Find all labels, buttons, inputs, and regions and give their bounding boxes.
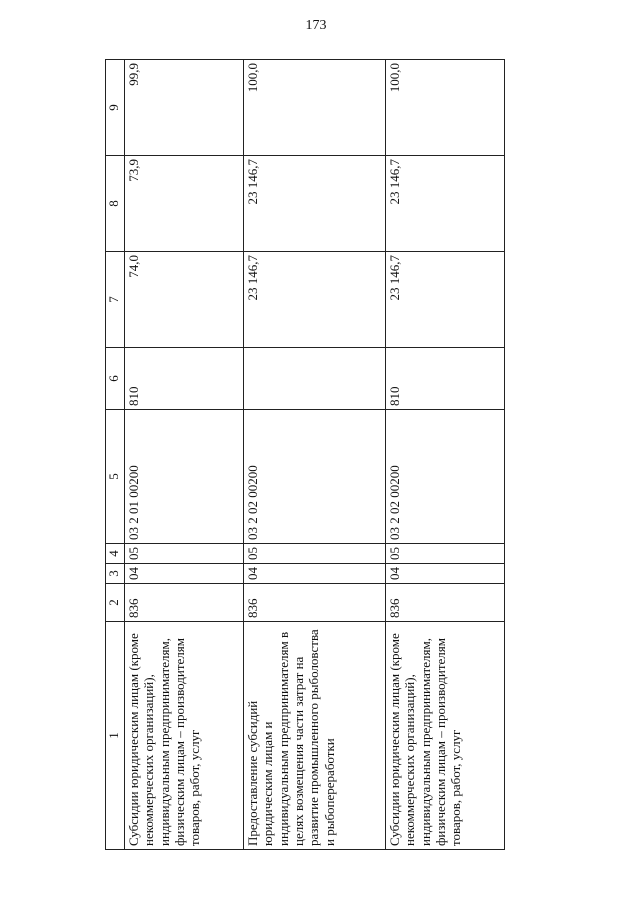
- row-actual-amount-cell: 23 146,7: [244, 156, 386, 252]
- header-cell-col-8: 8: [106, 156, 125, 252]
- header-cell-col-9: 9: [106, 60, 125, 156]
- header-cell-col-3: 3: [106, 564, 125, 584]
- row-name-cell: Субсидии юридическим лицам (кроме некоммерческих организаций), индивидуальным предпринимателям, физическим лицам – производителям товаров, работ, услуг: [385, 622, 504, 850]
- row-plan-amount-cell: 23 146,7: [244, 252, 386, 348]
- row-percent-cell: 100,0: [385, 60, 504, 156]
- rotated-table-area: [105, 60, 505, 850]
- row-admin-code-cell: 836: [385, 584, 504, 622]
- budget-table: [105, 59, 505, 850]
- row-percent-cell: 99,9: [125, 60, 244, 156]
- header-row: [106, 60, 125, 850]
- header-cell-col-5: 5: [106, 410, 125, 544]
- row-section-cell: 04: [385, 564, 504, 584]
- row-subsection-cell: 05: [244, 544, 386, 564]
- row-target-article-cell: 03 2 02 00200: [244, 410, 386, 544]
- row-admin-code-cell: 836: [125, 584, 244, 622]
- row-subsection-cell: 05: [125, 544, 244, 564]
- row-actual-amount-cell: 73,9: [125, 156, 244, 252]
- row-percent-cell: 100,0: [244, 60, 386, 156]
- header-cell-col-4: 4: [106, 544, 125, 564]
- row-actual-amount-cell: 23 146,7: [385, 156, 504, 252]
- row-name-cell: Субсидии юридическим лицам (кроме некоммерческих организаций), индивидуальным предпринимателям, физическим лицам – производителям товаров, работ, услуг: [125, 622, 244, 850]
- row-expense-type-cell: 810: [385, 348, 504, 410]
- header-cell-col-6: 6: [106, 348, 125, 410]
- row-expense-type-cell: [244, 348, 386, 410]
- table-row: [385, 60, 504, 850]
- row-target-article-cell: 03 2 02 00200: [385, 410, 504, 544]
- row-subsection-cell: 05: [385, 544, 504, 564]
- row-target-article-cell: 03 2 01 00200: [125, 410, 244, 544]
- row-section-cell: 04: [244, 564, 386, 584]
- table-row: [244, 60, 386, 850]
- row-section-cell: 04: [125, 564, 244, 584]
- page-number: 173: [305, 18, 327, 33]
- header-cell-col-1: 1: [106, 622, 125, 850]
- table-row: [125, 60, 244, 850]
- rotated-table-container: [105, 60, 505, 850]
- row-plan-amount-cell: 23 146,7: [385, 252, 504, 348]
- row-expense-type-cell: 810: [125, 348, 244, 410]
- row-plan-amount-cell: 74,0: [125, 252, 244, 348]
- header-cell-col-2: 2: [106, 584, 125, 622]
- header-cell-col-7: 7: [106, 252, 125, 348]
- row-name-cell: Предоставление субсидий юридическим лицам и индивидуальным предпринимателям в целях возмещения части затрат на развитие промышленного рыболовства и рыбопереработки: [244, 622, 386, 850]
- row-admin-code-cell: 836: [244, 584, 386, 622]
